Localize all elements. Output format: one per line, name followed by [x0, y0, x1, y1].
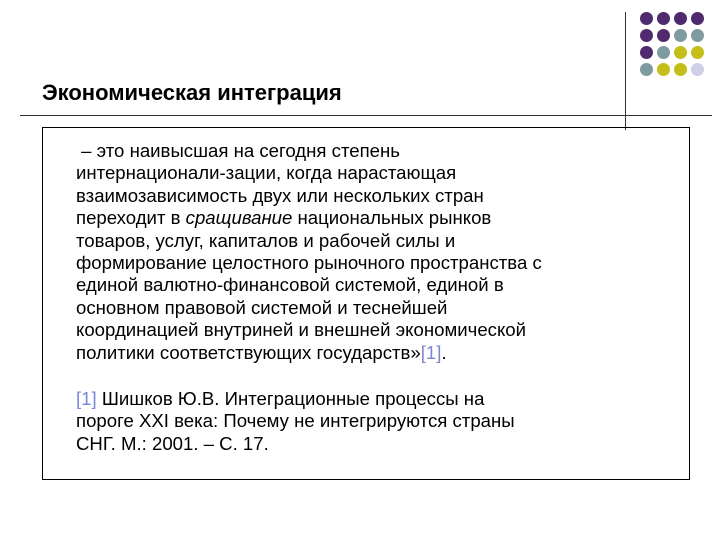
decorative-dot: [691, 29, 704, 42]
decorative-dot: [674, 63, 687, 76]
definition-line: взаимозависимость двух или нескольких стран: [76, 184, 484, 206]
horizontal-divider: [20, 115, 712, 116]
definition-line: основном правовой системой и теснейшей: [76, 296, 448, 318]
slide-title: Экономическая интеграция: [42, 80, 342, 105]
footnote-marker[interactable]: [1]: [76, 388, 97, 410]
decorative-dot: [691, 46, 704, 59]
citation-link[interactable]: [1]: [420, 341, 442, 363]
decorative-dot: [640, 46, 653, 59]
definition-line: [76, 207, 686, 229]
footnote-line: [76, 388, 686, 410]
definition-text-span: национальных рынков: [292, 207, 492, 229]
definition-text-span: политики соответствующих государств»: [76, 341, 421, 363]
decorative-dot: [657, 29, 670, 42]
decorative-dot: [674, 29, 687, 42]
decorative-dot: [674, 46, 687, 59]
footnote-line: СНГ. М.: 2001. – С. 17.: [76, 432, 269, 454]
decorative-dot: [640, 12, 653, 25]
decorative-dot: [657, 12, 670, 25]
definition-line: [76, 342, 686, 364]
definition-line: интернационали-зации, когда нарастающая: [76, 162, 457, 184]
definition-text-span: переходит в: [76, 207, 186, 229]
definition-text-span: .: [441, 341, 447, 363]
vertical-divider: [625, 12, 626, 130]
footnote-text-span: Шишков Ю.В. Интеграционные процессы на: [96, 388, 485, 410]
definition-line: товаров, услуг, капиталов и рабочей силы и: [76, 229, 456, 251]
definition-line: единой валютно-финансовой системой, единой в: [76, 274, 504, 296]
italic-term: сращивание: [185, 207, 293, 229]
definition-line: координацией внутриней и внешней экономической: [76, 319, 527, 341]
paragraph-gap: [76, 364, 686, 388]
decorative-dot: [640, 29, 653, 42]
decorative-dot: [691, 12, 704, 25]
footnote-line: пороге XXI века: Почему не интегрируются страны: [76, 410, 515, 432]
definition-line: формирование целостного рыночного пространства с: [76, 252, 542, 274]
decorative-dot: [691, 63, 704, 76]
decorative-dot: [657, 63, 670, 76]
decorative-dot: [674, 12, 687, 25]
decorative-dot: [640, 63, 653, 76]
definition-text: [76, 140, 686, 455]
decorative-dot: [657, 46, 670, 59]
definition-line: – это наивысшая на сегодня степень: [76, 140, 400, 161]
